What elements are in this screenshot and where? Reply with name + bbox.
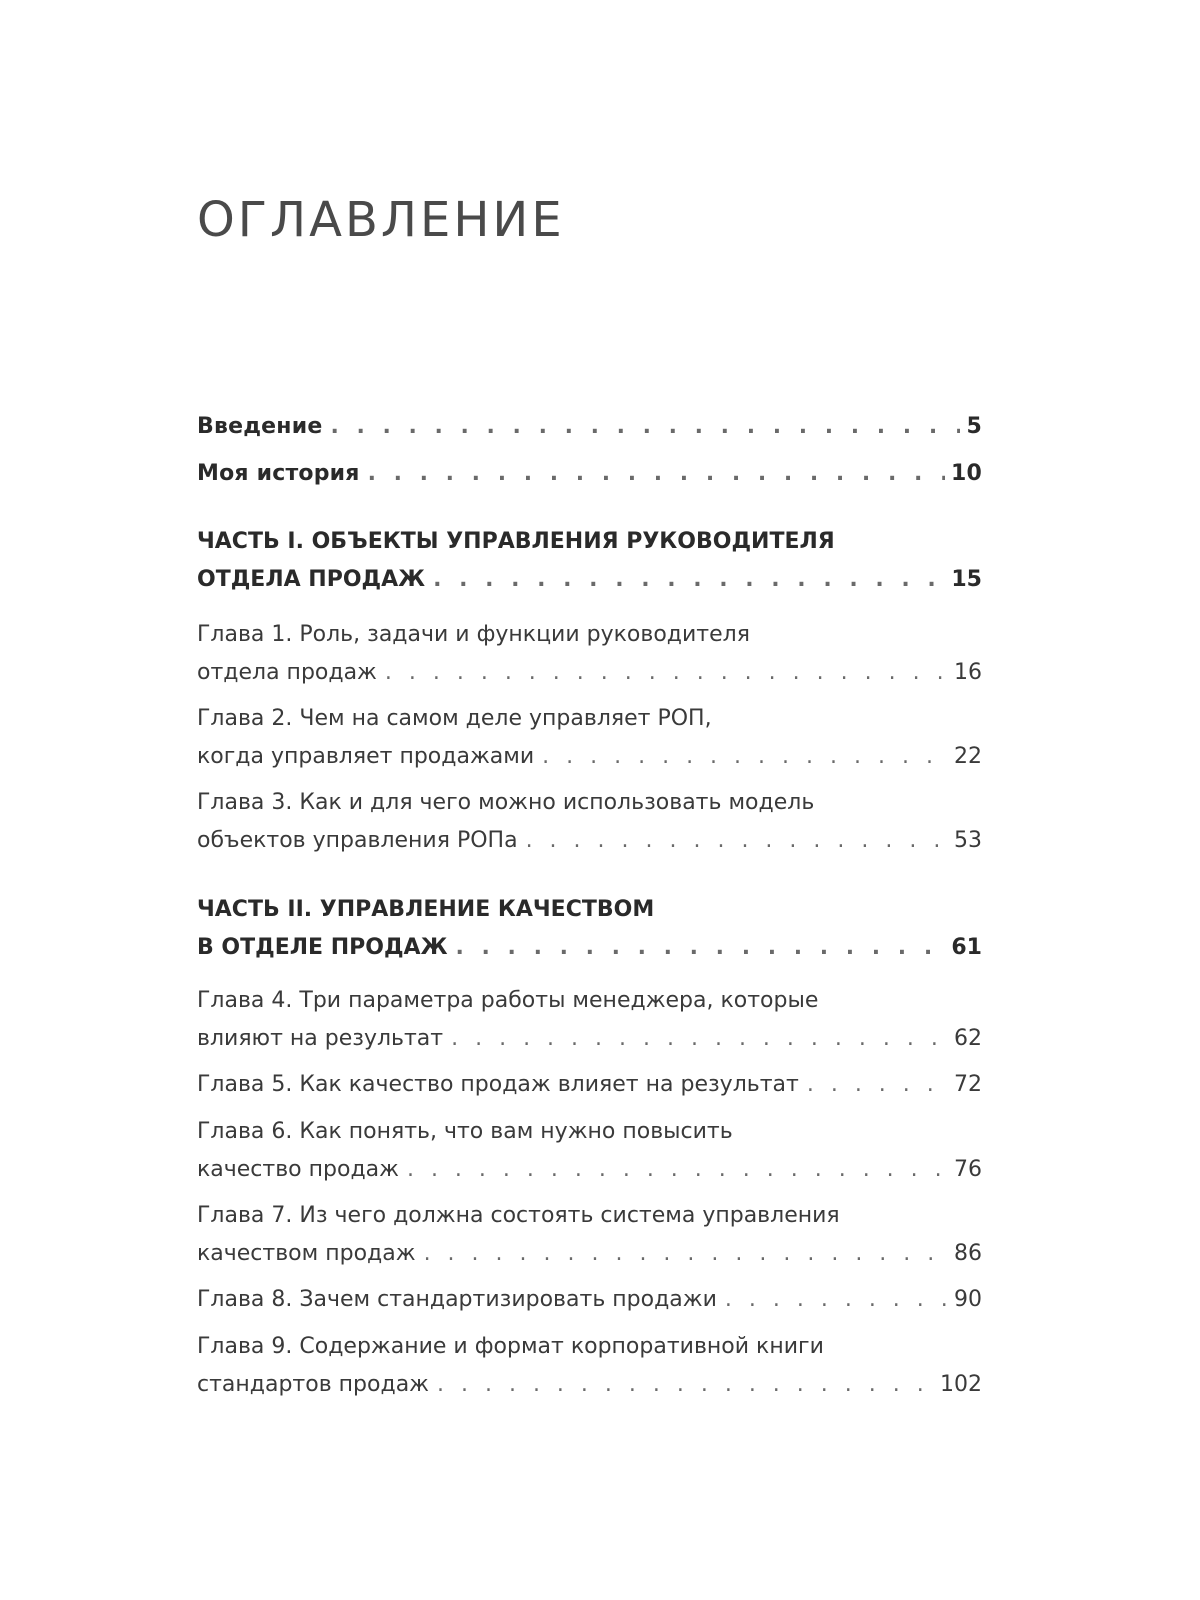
dot-leader: [807, 1066, 948, 1104]
toc-entry-line: [197, 1151, 982, 1189]
toc-page-number: 61: [951, 935, 982, 960]
toc-entry-title: качеством продаж: [197, 1241, 416, 1266]
toc-entry-title: ОТДЕЛА ПРОДАЖ: [197, 567, 426, 592]
toc-entry-title: отдела продаж: [197, 660, 377, 685]
toc-entry-line: [197, 1328, 982, 1366]
toc-page-number: 5: [966, 414, 982, 439]
dot-leader: [407, 1151, 948, 1189]
toc-entry-title: Глава 7. Из чего должна состоять система управления: [197, 1203, 840, 1228]
toc-chapter-entry: [197, 616, 982, 692]
toc-chapter-entry: [197, 700, 982, 776]
toc-entry-title: качество продаж: [197, 1157, 399, 1182]
toc-entry-title: Глава 4. Три параметра работы менеджера, которые: [197, 988, 819, 1013]
toc-entry-title: влияют на результат: [197, 1026, 444, 1051]
toc-entry-line: [197, 784, 982, 822]
dot-leader: [385, 654, 948, 692]
page-title: ОГЛАВЛЕНИЕ: [197, 192, 565, 248]
toc-entry-title: ЧАСТЬ II. УПРАВЛЕНИЕ КАЧЕСТВОМ: [197, 897, 655, 922]
toc-entry-line: [197, 1066, 982, 1104]
toc-page-number: 76: [954, 1157, 982, 1182]
toc-entry-line: [197, 738, 982, 776]
toc-page-number: 53: [954, 828, 982, 853]
toc-entry-title: Глава 1. Роль, задачи и функции руководителя: [197, 622, 750, 647]
toc-chapter-entry: [197, 1328, 982, 1404]
toc-page-number: 16: [954, 660, 982, 685]
toc-entry-line: [197, 1366, 982, 1404]
toc-entry-line: [197, 1281, 982, 1319]
toc-entry-line: [197, 1197, 982, 1235]
toc-section-entry: [197, 455, 982, 493]
toc-entry-title: Глава 3. Как и для чего можно использовать модель: [197, 790, 815, 815]
toc-entry-line: [197, 455, 982, 493]
toc-page-number: 62: [954, 1026, 982, 1051]
toc-entry-title: Глава 5. Как качество продаж влияет на результат: [197, 1072, 799, 1097]
dot-leader: [456, 929, 946, 967]
toc-entry-title: стандартов продаж: [197, 1372, 429, 1397]
toc-entry-line: [197, 616, 982, 654]
toc-chapter-entry: [197, 1281, 982, 1319]
dot-leader: [424, 1235, 948, 1273]
dot-leader: [542, 738, 948, 776]
toc-entry-title: Глава 2. Чем на самом деле управляет РОП,: [197, 706, 712, 731]
toc-entry-line: [197, 1235, 982, 1273]
toc-entry-line: [197, 561, 982, 599]
toc-entry-line: [197, 408, 982, 446]
dot-leader: [433, 561, 945, 599]
toc-chapter-entry: [197, 982, 982, 1058]
toc-entry-line: [197, 1020, 982, 1058]
dot-leader: [725, 1281, 948, 1319]
toc-entry-title: Глава 9. Содержание и формат корпоративной книги: [197, 1334, 824, 1359]
toc-entry-title: Глава 8. Зачем стандартизировать продажи: [197, 1287, 717, 1312]
dot-leader: [451, 1020, 948, 1058]
toc-page-number: 22: [954, 744, 982, 769]
toc-entry-line: [197, 929, 982, 967]
toc-entry-line: [197, 891, 982, 929]
toc-entry-title: когда управляет продажами: [197, 744, 535, 769]
dot-leader: [368, 455, 945, 493]
toc-section-entry: [197, 408, 982, 446]
toc-page-number: 10: [950, 461, 982, 486]
toc-entry-line: [197, 822, 982, 860]
toc-page-number: 102: [940, 1372, 982, 1397]
toc-entry-title: Моя история: [197, 461, 360, 486]
toc-page-number: 86: [954, 1241, 982, 1266]
dot-leader: [437, 1366, 934, 1404]
toc-chapter-entry: [197, 1113, 982, 1189]
dot-leader: [330, 408, 960, 446]
toc-page-number: 90: [954, 1287, 982, 1312]
toc-entry-line: [197, 1113, 982, 1151]
toc-chapter-entry: [197, 1197, 982, 1273]
toc-entry-title: Введение: [197, 414, 323, 439]
toc-entry-title: ЧАСТЬ I. ОБЪЕКТЫ УПРАВЛЕНИЯ РУКОВОДИТЕЛЯ: [197, 529, 835, 554]
toc-chapter-entry: [197, 784, 982, 860]
toc-entry-title: Глава 6. Как понять, что вам нужно повысить: [197, 1119, 733, 1144]
toc-page-number: 15: [951, 567, 982, 592]
toc-part-entry: [197, 891, 982, 967]
dot-leader: [526, 822, 948, 860]
toc-entry-line: [197, 654, 982, 692]
toc-entry-line: [197, 523, 982, 561]
toc-entry-title: В ОТДЕЛЕ ПРОДАЖ: [197, 935, 448, 960]
toc-entry-title: объектов управления РОПа: [197, 828, 518, 853]
toc-entry-line: [197, 700, 982, 738]
toc-chapter-entry: [197, 1066, 982, 1104]
toc-page-number: 72: [954, 1072, 982, 1097]
toc-part-entry: [197, 523, 982, 599]
toc-entry-line: [197, 982, 982, 1020]
